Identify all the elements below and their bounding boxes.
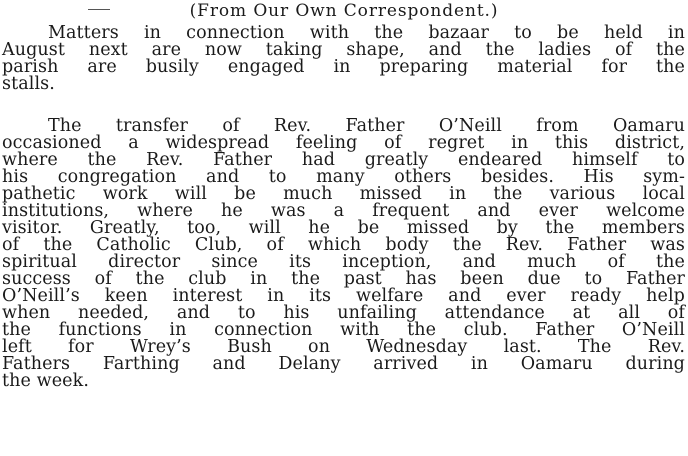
paragraph-line: the week. xyxy=(2,371,89,391)
paragraph-line: left for Wrey’s Bush on Wednesday last. The Rev. xyxy=(2,337,685,357)
paragraph-line: The transfer of Rev. Father O’Neill from Oamaru xyxy=(48,116,685,136)
paragraph-line: parish are busily engaged in preparing material for the xyxy=(2,57,685,77)
paragraph-line: O’Neill’s keen interest in its welfare and ever ready help xyxy=(2,286,685,306)
paragraph-line: success of the club in the past has been due to Father xyxy=(2,269,685,289)
paragraph-line: the functions in connection with the club. Father O’Neill xyxy=(2,320,685,340)
paragraph-line: Fathers Farthing and Delany arrived in Oamaru during xyxy=(2,354,685,374)
paragraph-line: August next are now taking shape, and the ladies of the xyxy=(2,40,685,60)
paragraph-line: pathetic work will be much missed in the various local xyxy=(2,184,685,204)
paragraph-line: stalls. xyxy=(2,74,55,94)
paragraph-father-oneill xyxy=(2,118,685,390)
paragraph-line: spiritual director since its inception, and much of the xyxy=(2,252,685,272)
paragraph-line: occasioned a widespread feeling of regret in this district, xyxy=(2,133,685,153)
paragraph-line: where the Rev. Father had greatly endeared himself to xyxy=(2,150,685,170)
paragraph-line: institutions, where he was a frequent and ever welcome xyxy=(2,201,685,221)
byline: (From Our Own Correspondent.) xyxy=(189,1,499,21)
paragraph-line: Matters in connection with the bazaar to be held in xyxy=(48,23,685,43)
paragraph-bazaar xyxy=(2,25,685,93)
paragraph-line: when needed, and to his unfailing attendance at all of xyxy=(2,303,685,323)
paragraph-line: visitor. Greatly, too, will he be missed by the members xyxy=(2,218,685,238)
paragraph-line: his congregation and to many others besides. His sym- xyxy=(2,167,685,187)
paragraph-line: of the Catholic Club, of which body the Rev. Father was xyxy=(2,235,685,255)
